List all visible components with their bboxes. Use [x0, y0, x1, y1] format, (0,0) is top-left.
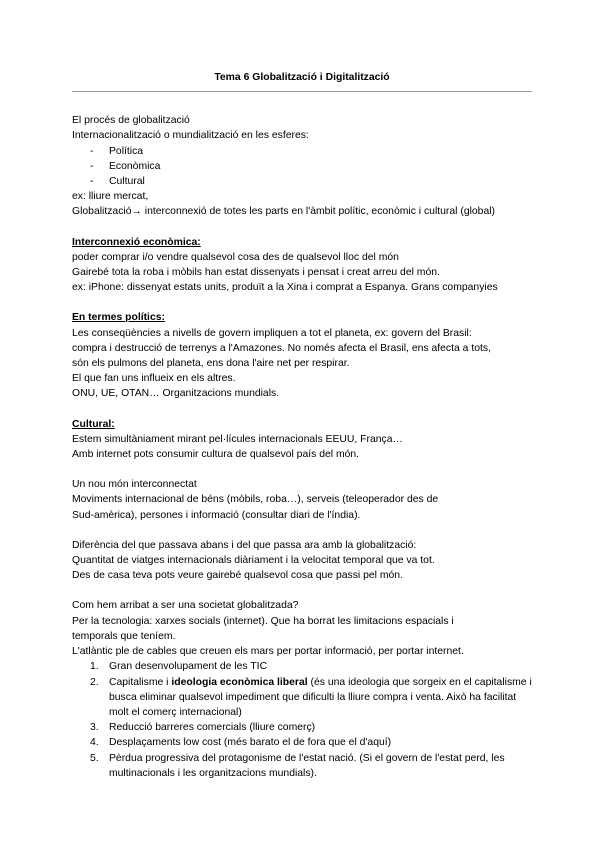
title-divider: [72, 91, 532, 92]
cultural-section: [72, 417, 532, 463]
how-section: [72, 598, 532, 780]
list-item: 5. Pèrdua progressiva del protagonisme de l'estat nació. (Si el govern de l'estat perd, les multinacionals i les organitzacions mundials).: [90, 752, 505, 779]
list-number: 4.: [90, 737, 99, 749]
paragraph-line: ex: iPhone: dissenyat estats units, produït a la Xina i comprat a Espanya. Grans companyies: [72, 282, 498, 294]
intro-line: Internacionalització o mundialització en les esferes:: [72, 130, 309, 142]
document-page: [72, 70, 532, 781]
list-number: 1.: [90, 661, 99, 673]
section-heading: Interconnexió econòmica:: [72, 236, 201, 248]
list-item: - Econòmica: [72, 159, 532, 174]
intro-section: [72, 113, 532, 219]
paragraph-line: temporals que teníem.: [72, 630, 176, 642]
list-item: - Cultural: [72, 174, 532, 189]
causes-list: [72, 659, 532, 781]
document-title: Tema 6 Globalització i Digitalització: [214, 72, 390, 83]
paragraph-line: poder comprar i/o vendre qualsevol cosa des de qualsevol lloc del món: [72, 251, 399, 263]
list-item: 4. Desplaçaments low cost (més barato el de fora que el d'aquí): [72, 735, 532, 750]
bold-term: ideologia econòmica liberal: [171, 676, 308, 688]
intro-line: ex: lliure mercat,: [72, 191, 149, 203]
list-item: 3. Reducció barreres comercials (lliure comerç): [72, 720, 532, 735]
paragraph-line: Sud-amèrica), persones i informació (consultar diari de l'índia).: [72, 509, 361, 521]
section-heading: Cultural:: [72, 418, 115, 430]
paragraph-line: són els pulmons del planeta, ens dona l'aire net per respirar.: [72, 358, 350, 370]
paragraph-line: Diferència del que passava abans i del que passa ara amb la globalització:: [72, 539, 417, 551]
list-number: 2.: [90, 676, 99, 688]
paragraph-line: Per la tecnologia: xarxes socials (internet). Que ha borrat les limitacions espacials i: [72, 615, 454, 627]
intro-line: El procés de globalització: [72, 115, 190, 127]
dash-bullet: -: [90, 176, 94, 188]
spheres-list: [72, 144, 532, 190]
paragraph-line: Des de casa teva pots veure gairebé qualsevol cosa que passi pel món.: [72, 570, 403, 582]
difference-section: [72, 538, 532, 584]
paragraph-line: Gairebé tota la roba i mòbils han estat dissenyats i pensat i creat arreu del món.: [72, 267, 440, 279]
paragraph-line: compra i destrucció de terrenys a l'Amazones. No només afecta el Brasil, ens afecta a tots,: [72, 342, 491, 354]
paragraph-line: Les conseqüències a nivells de govern impliquen a tot el planeta, ex: govern del Brasil:: [72, 327, 472, 339]
paragraph-line: ONU, UE, OTAN… Organitzacions mundials.: [72, 388, 280, 400]
paragraph-line: Estem simultàniament mirant pel·lícules internacionals EEUU, França…: [72, 433, 403, 445]
list-number: 5.: [90, 752, 99, 764]
paragraph-line: Un nou món interconnectat: [72, 479, 197, 491]
paragraph-line: Moviments internacional de béns (mòbils, roba…), serveis (teleoperador des de: [72, 494, 439, 506]
list-item: - Política: [72, 144, 532, 159]
economic-section: [72, 235, 532, 296]
interconnected-section: [72, 477, 532, 523]
paragraph-line: El que fan uns influeix en els altres.: [72, 373, 236, 385]
list-item: 2. Capitalisme i ideologia econòmica liberal (és una ideologia que sorgeix en el capitalisme i busca eliminar qualsevol impediment que dificulti la lliure compra i venta. Això ha facilitat molt el comerç internacional): [90, 676, 532, 718]
list-item: 1. Gran desenvolupament de les TIC: [72, 659, 532, 674]
political-section: [72, 310, 532, 401]
section-heading: En termes polítics:: [72, 312, 165, 324]
intro-line: Globalització→ interconnexió de totes les parts en l'àmbit polític, econòmic i cultural (global): [72, 206, 496, 218]
dash-bullet: -: [90, 160, 94, 172]
list-number: 3.: [90, 722, 99, 734]
paragraph-line: L'atlàntic ple de cables que creuen els mars per portar informació, per portar internet.: [72, 646, 464, 658]
paragraph-line: Amb internet pots consumir cultura de qualsevol país del món.: [72, 449, 360, 461]
paragraph-line: Com hem arribat a ser una societat globalitzada?: [72, 600, 299, 612]
paragraph-line: Quantitat de viatges internacionals diàriament i la velocitat temporal que va tot.: [72, 555, 435, 567]
dash-bullet: -: [90, 145, 94, 157]
